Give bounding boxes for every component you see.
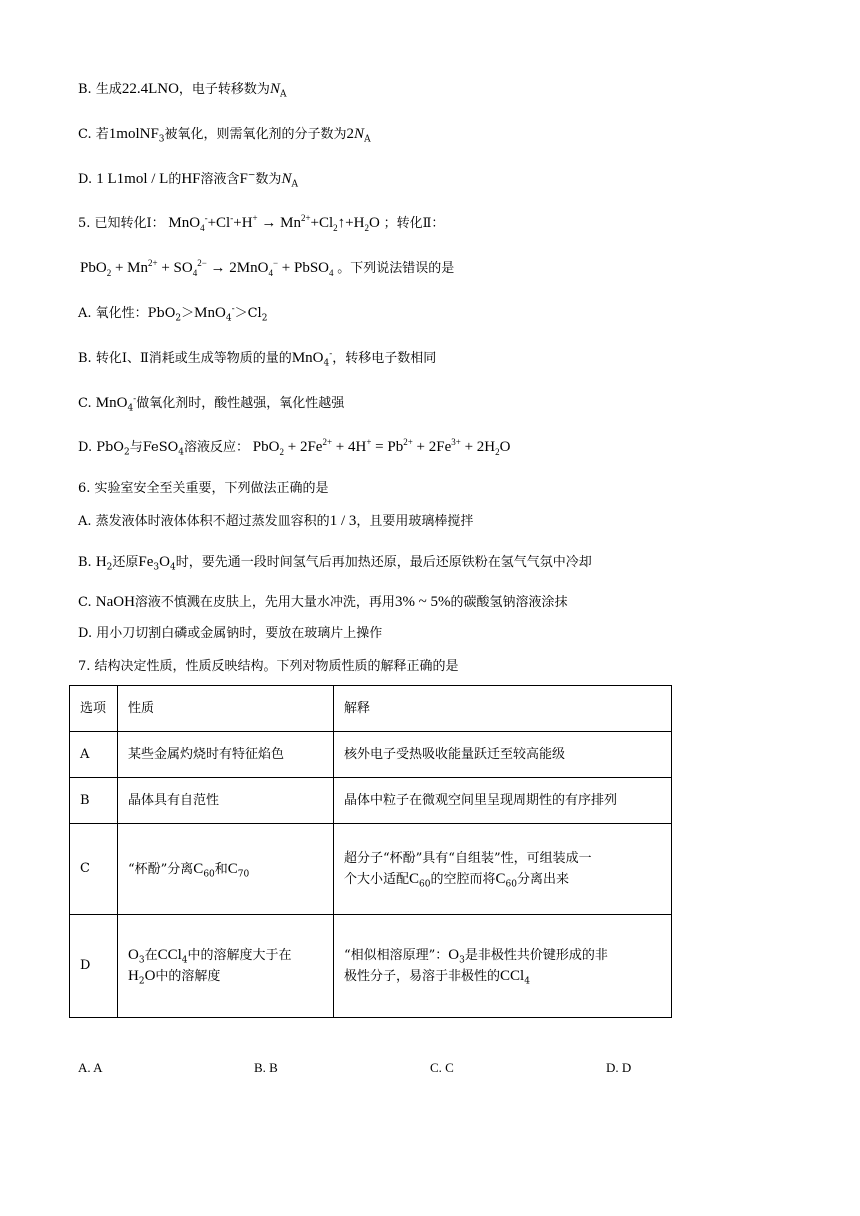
row-option: C	[70, 824, 118, 915]
row-property: “杯酚”分离$C_{60}$和$C_{70}$	[118, 824, 334, 915]
row-property: 某些金属灼烧时有特征焰色	[118, 732, 334, 778]
q7-stem: 7. 结构决定性质，性质反映结构。下列对物质性质的解释正确的是	[78, 659, 459, 674]
row-explanation: 超分子“杯酚”具有“自组装”性，可组装成一 个大小适配$C_{60}$的空腔而将$C_{60}$分离出来	[334, 824, 672, 915]
q5-option-d: D. PbO$_2$与FeSO$_4$溶液反应： $PbO_2 + 2Fe^{2+} + 4H^+ = Pb^{2+} + 2Fe^{3+} + 2H_2O$	[78, 437, 511, 458]
answer-option-a[interactable]: A. A	[78, 1060, 103, 1075]
q5-stem-line1: 5. 已知转化Ⅰ： $MnO_4^-+Cl^-+H^+ \to Mn^{2+}+Cl_2↑+H_2O$ ；转化Ⅱ：	[78, 213, 445, 233]
q5-equation-2: $PbO_2 + Mn^{2+} + SO_4^{2-} \to 2MnO_4^-$ + PbSO$_4$	[80, 258, 334, 278]
header-option: 选项	[70, 686, 118, 732]
row-explanation: 核外电子受热吸收能量跃迁至较高能级	[334, 732, 672, 778]
row-property: $O_3$在CCl$_4$中的溶解度大于在 $H_2O$中的溶解度	[118, 915, 334, 1018]
q6-option-b: B. $H_2$还原$Fe_3O_4$时，要先通一段时间氢气后再加热还原，最后还原铁粉在氢气气氛中冷却	[78, 554, 592, 573]
row-option: A	[70, 732, 118, 778]
row-property: 晶体具有自范性	[118, 778, 334, 824]
table-row-a	[70, 732, 672, 778]
q6-option-d: D. 用小刀切割白磷或金属钠时，要放在玻璃片上操作	[78, 626, 383, 641]
header-explanation: 解释	[334, 686, 672, 732]
table-row-c	[70, 824, 672, 915]
q4-option-b: B. 生成22.4LNO，电子转移数为$N_A$	[78, 81, 287, 100]
row-option: D	[70, 915, 118, 1018]
answer-option-d[interactable]: D. D	[606, 1060, 632, 1075]
q6-option-a: A. 蒸发液体时液体体积不超过蒸发皿容积的1 / 3，且要用玻璃棒搅拌	[78, 513, 474, 529]
table-row-b	[70, 778, 672, 824]
q5-stem-line2: $PbO_2 + Mn^{2+} + SO_4^{2-} \to 2MnO_4^-$ + PbSO$_4$ 。下列说法错误的是	[80, 258, 455, 278]
q6-stem: 6. 实验室安全至关重要，下列做法正确的是	[78, 481, 329, 496]
table-row-d	[70, 915, 672, 1018]
q5-option-a: A. 氧化性：$PbO_2>MnO_4^->Cl_2$	[78, 304, 268, 324]
q4-option-d: D. 1 L1mol / L的HF溶液含F−数为$N_A$	[78, 170, 298, 190]
q5-option-b: B. 转化Ⅰ、Ⅱ消耗或生成等物质的量的MnO$_4$-，转移电子数相同	[78, 349, 437, 369]
answer-option-c[interactable]: C. C	[430, 1060, 454, 1075]
answer-option-b[interactable]: B. B	[254, 1060, 278, 1075]
header-property: 性质	[118, 686, 334, 732]
q7-table	[69, 685, 672, 1018]
q4-option-c: C. 若1molNF$_3$被氧化，则需氧化剂的分子数为$2N_A$	[78, 126, 371, 145]
q5-option-c: C. MnO$_4$-做氧化剂时，酸性越强，氧化性越强	[78, 394, 345, 414]
q5-equation-1: $MnO_4^-+Cl^-+H^+ \to Mn^{2+}+Cl_2↑+H_2O$	[168, 213, 380, 233]
row-explanation: 晶体中粒子在微观空间里呈现周期性的有序排列	[334, 778, 672, 824]
q6-option-c: C. NaOH溶液不慎溅在皮肤上，先用大量水冲洗，再用3% ~ 5%的碳酸氢钠溶液涂抹	[78, 594, 568, 610]
row-option: B	[70, 778, 118, 824]
row-explanation: “相似相溶原理”：$O_3$是非极性共价键形成的非 极性分子，易溶于非极性的CCl$_4$	[334, 915, 672, 1018]
table-header-row	[70, 686, 672, 732]
q5-equation-3: $PbO_2 + 2Fe^{2+} + 4H^+ = Pb^{2+} + 2Fe^{3+} + 2H_2O$	[252, 437, 511, 457]
